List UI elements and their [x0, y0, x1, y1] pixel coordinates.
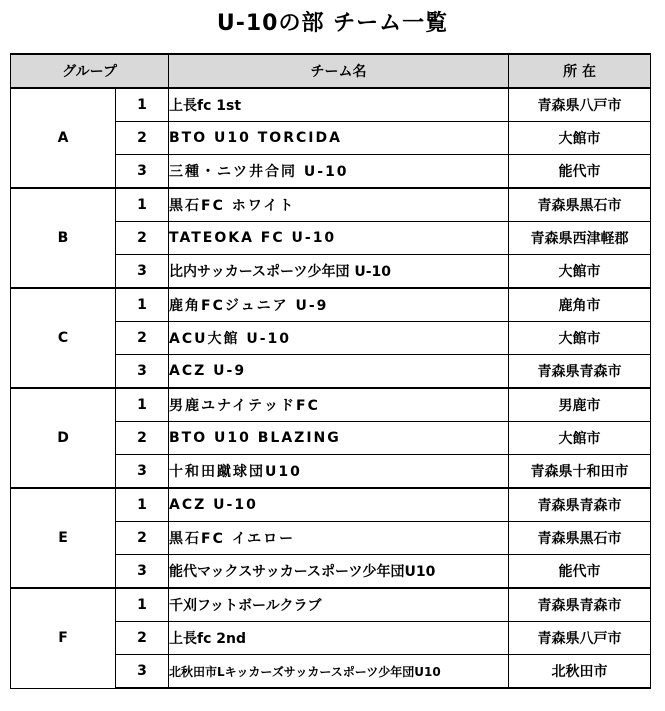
table-row	[11, 88, 651, 122]
table-row	[11, 188, 651, 222]
team-name: 黒石FC ホワイト	[169, 188, 509, 222]
team-location: 北秋田市	[509, 655, 651, 689]
team-name: 北秋田市Lキッカーズサッカースポーツ少年団U10	[169, 655, 509, 689]
team-number: 1	[116, 288, 169, 322]
team-location: 青森県八戸市	[509, 622, 651, 655]
team-name: ACZ U-9	[169, 355, 509, 389]
team-name: 十和田蹴球団U10	[169, 455, 509, 489]
team-number: 1	[116, 88, 169, 122]
team-name: BTO U10 BLAZING	[169, 422, 509, 455]
team-name: 三種・ニツ井合同 U-10	[169, 155, 509, 189]
team-number: 2	[116, 522, 169, 555]
team-name: ACU大館 U-10	[169, 322, 509, 355]
page-title: U-10の部 チーム一覧	[216, 11, 449, 36]
team-number: 3	[116, 155, 169, 189]
team-number: 3	[116, 655, 169, 689]
team-location: 青森県青森市	[509, 588, 651, 622]
team-location: 青森県青森市	[509, 488, 651, 522]
team-location: 大館市	[509, 122, 651, 155]
team-name: 比内サッカースポーツ少年団 U-10	[169, 255, 509, 289]
team-name: ACZ U-10	[169, 488, 509, 522]
team-number: 1	[116, 188, 169, 222]
team-location: 能代市	[509, 555, 651, 589]
table-row	[11, 588, 651, 622]
team-location: 大館市	[509, 255, 651, 289]
group-letter-d: D	[11, 388, 116, 488]
table-row	[11, 388, 651, 422]
team-number: 2	[116, 222, 169, 255]
team-location: 能代市	[509, 155, 651, 189]
team-location: 青森県黒石市	[509, 522, 651, 555]
group-column-header: グループ	[11, 54, 169, 88]
group-letter-f: F	[11, 588, 116, 688]
location-column-header: 所 在	[509, 54, 651, 88]
team-number: 2	[116, 122, 169, 155]
team-name: 男鹿ユナイテッドFC	[169, 388, 509, 422]
team-number: 1	[116, 588, 169, 622]
team-location: 大館市	[509, 322, 651, 355]
team-name: 鹿角FCジュニア U-9	[169, 288, 509, 322]
team-name: 能代マックスサッカースポーツ少年団U10	[169, 555, 509, 589]
group-letter-a: A	[11, 88, 116, 188]
team-location: 青森県十和田市	[509, 455, 651, 489]
team-number: 3	[116, 455, 169, 489]
team-number: 1	[116, 388, 169, 422]
table-header-row	[11, 54, 651, 88]
team-number: 2	[116, 322, 169, 355]
group-letter-c: C	[11, 288, 116, 388]
team-name: 上長fc 2nd	[169, 622, 509, 655]
team-name: 上長fc 1st	[169, 88, 509, 122]
table-row	[11, 488, 651, 522]
team-location: 青森県西津軽郡	[509, 222, 651, 255]
team-number: 2	[116, 622, 169, 655]
team-location: 大館市	[509, 422, 651, 455]
team-location: 鹿角市	[509, 288, 651, 322]
table-row	[11, 288, 651, 322]
team-number: 3	[116, 255, 169, 289]
team-number: 1	[116, 488, 169, 522]
team-location: 青森県黒石市	[509, 188, 651, 222]
team-name: TATEOKA FC U-10	[169, 222, 509, 255]
team-name: 黒石FC イエロー	[169, 522, 509, 555]
group-letter-e: E	[11, 488, 116, 588]
team-location: 青森県八戸市	[509, 88, 651, 122]
team-location: 青森県青森市	[509, 355, 651, 389]
team-location: 男鹿市	[509, 388, 651, 422]
team-table	[10, 53, 651, 689]
team-number: 3	[116, 555, 169, 589]
team-name: BTO U10 TORCIDA	[169, 122, 509, 155]
team-number: 3	[116, 355, 169, 389]
group-letter-b: B	[11, 188, 116, 288]
team-number: 2	[116, 422, 169, 455]
team-name-column-header: チーム名	[169, 54, 509, 88]
team-name: 千刈フットボールクラブ	[169, 588, 509, 622]
